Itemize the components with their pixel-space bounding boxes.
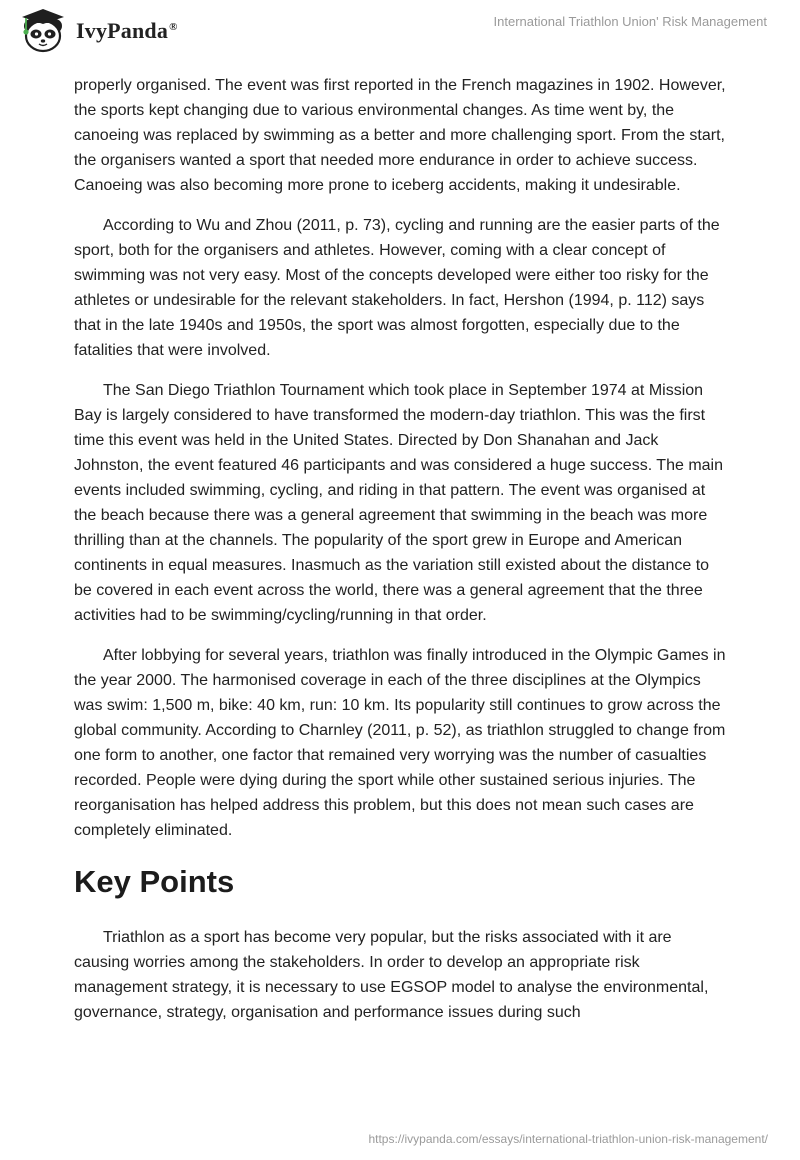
paragraph: The San Diego Triathlon Tournament which took place in September 1974 at Mission Bay is largely considered to have transformed the modern-day triathlon. This was the first time this event was held in the United States. Directed by Don Shanahan and Jack Johnston, the event featured 46 participants and was considered a huge success. The main events included swimming, cycling, and riding in that pattern. The event was organised at the beach because there was a general agreement that swimming in the beach was more thrilling than at the channels. The popularity of the sport grew in Europe and American continents in equal measures. Inasmuch as the variation still existed about the distance to be covered in each event across the world, there was a general agreement that the three activities had to be swimming/cycling/running in that order. <box>74 382 723 624</box>
paragraph: Triathlon as a sport has become very popular, but the risks associated with it are causing worries among the stakeholders. In order to develop an appropriate risk management strategy, it is necessary to use EGSOP model to analyse the environmental, governance, strategy, organisation and performance issues during such <box>74 929 709 1021</box>
source-url[interactable]: https://ivypanda.com/essays/international-triathlon-union-risk-management/ <box>368 1132 768 1146</box>
document-title: International Triathlon Union' Risk Management <box>493 14 767 29</box>
essay-content <box>74 73 726 1040</box>
paragraph: After lobbying for several years, triathlon was finally introduced in the Olympic Games in the year 2000. The harmonised coverage in each of the three disciplines at the Olympics was swim: 1,500 m, bike: 40 km, run: 10 km. Its popularity still continues to grow across the global community. According to Charnley (2011, p. 52), as triathlon struggled to change from one form to another, one factor that remained very worrying was the number of casualties recorded. People were dying during the sport while other sustained serious injuries. The reorganisation has helped address this problem, but this does not mean such cases are completely eliminated. <box>74 647 726 839</box>
paragraph: properly organised. The event was first reported in the French magazines in 1902. However, the sports kept changing due to various environmental changes. As time went by, the canoeing was replaced by swimming as a better and more challenging sport. From the start, the organisers wanted a sport that needed more endurance in order to achieve success. Canoeing was also becoming more prone to iceberg accidents, making it undesirable. <box>74 77 726 194</box>
page-header <box>0 0 800 70</box>
section-heading: Key Points <box>74 864 235 899</box>
ivypanda-logo[interactable] <box>14 6 178 56</box>
logo-text: IvyPanda® <box>76 18 178 43</box>
panda-graduate-icon <box>14 6 72 56</box>
paragraph: According to Wu and Zhou (2011, p. 73), cycling and running are the easier parts of the sport, both for the organisers and athletes. However, coming with a clear concept of swimming was not very easy. Most of the concepts developed were either too risky for the athletes or undesirable for the relevant stakeholders. In fact, Hershon (1994, p. 112) says that in the late 1940s and 1950s, the sport was almost forgotten, especially due to the fatalities that were involved. <box>74 217 720 359</box>
